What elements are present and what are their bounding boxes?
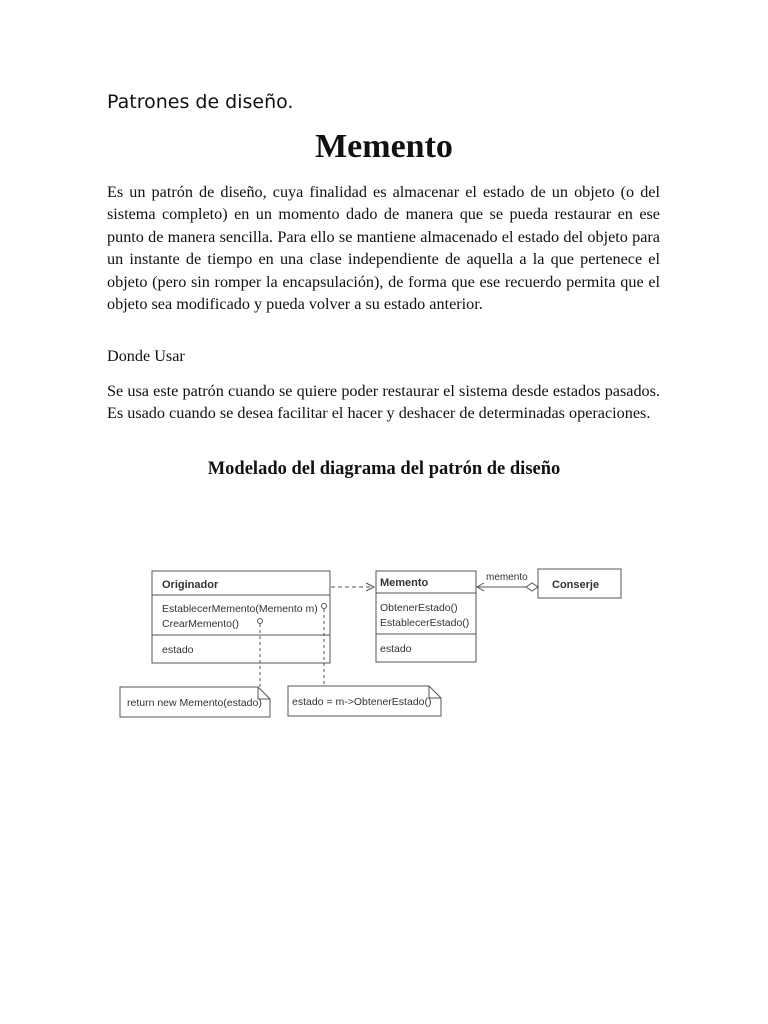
document-header: Patrones de diseño. bbox=[107, 91, 294, 113]
note-set-memento bbox=[288, 686, 441, 716]
caretaker-class bbox=[538, 569, 621, 598]
note-create-memento bbox=[120, 687, 270, 717]
diagram-title: Modelado del diagrama del patrón de diseño bbox=[207, 459, 561, 479]
aggregation-link bbox=[477, 572, 538, 591]
memento-name: Memento bbox=[380, 577, 429, 589]
note1-text: return new Memento(estado) bbox=[127, 697, 262, 709]
originator-name: Originador bbox=[162, 579, 219, 591]
intro-paragraph: Es un patrón de diseño, cuya finalidad es almacenar el estado de un objeto (o del sistema completo) en un momento dado de manera que se pueda restaurar en ese punto de manera sencilla. Para ello se mantiene almacenado el estado del objeto para un instante de tiempo en una clase independiente de aquella a la que pertenece el objeto (pero sin romper la encapsulación), de forma que ese recuerdo permita que el objeto sea modificado y pueda volver a su estado anterior. bbox=[107, 183, 660, 314]
originator-method-create: CrearMemento() bbox=[162, 618, 240, 630]
memento-attribute: estado bbox=[380, 643, 412, 655]
note2-text: estado = m->ObtenerEstado() bbox=[292, 696, 432, 708]
where-heading: Donde Usar bbox=[107, 347, 185, 365]
dependency-arrow bbox=[331, 583, 374, 591]
caretaker-name: Conserje bbox=[552, 579, 600, 591]
memento-method-get: ObtenerEstado() bbox=[380, 602, 458, 614]
page-title: Memento bbox=[315, 128, 453, 165]
association-label: memento bbox=[486, 572, 528, 583]
originator-method-set: EstablecerMemento(Memento m) bbox=[162, 603, 318, 615]
memento-class bbox=[376, 571, 476, 662]
uml-diagram bbox=[110, 560, 630, 725]
memento-method-set: EstablecerEstado() bbox=[380, 617, 470, 629]
where-paragraph: Se usa este patrón cuando se quiere poder restaurar el sistema desde estados pasados. Es usado cuando se desea facilitar el hacer y deshacer de determinadas operaciones. bbox=[107, 382, 660, 423]
originator-class bbox=[152, 571, 330, 663]
uml-diagram-svg bbox=[110, 560, 630, 725]
originator-attribute: estado bbox=[162, 644, 194, 656]
